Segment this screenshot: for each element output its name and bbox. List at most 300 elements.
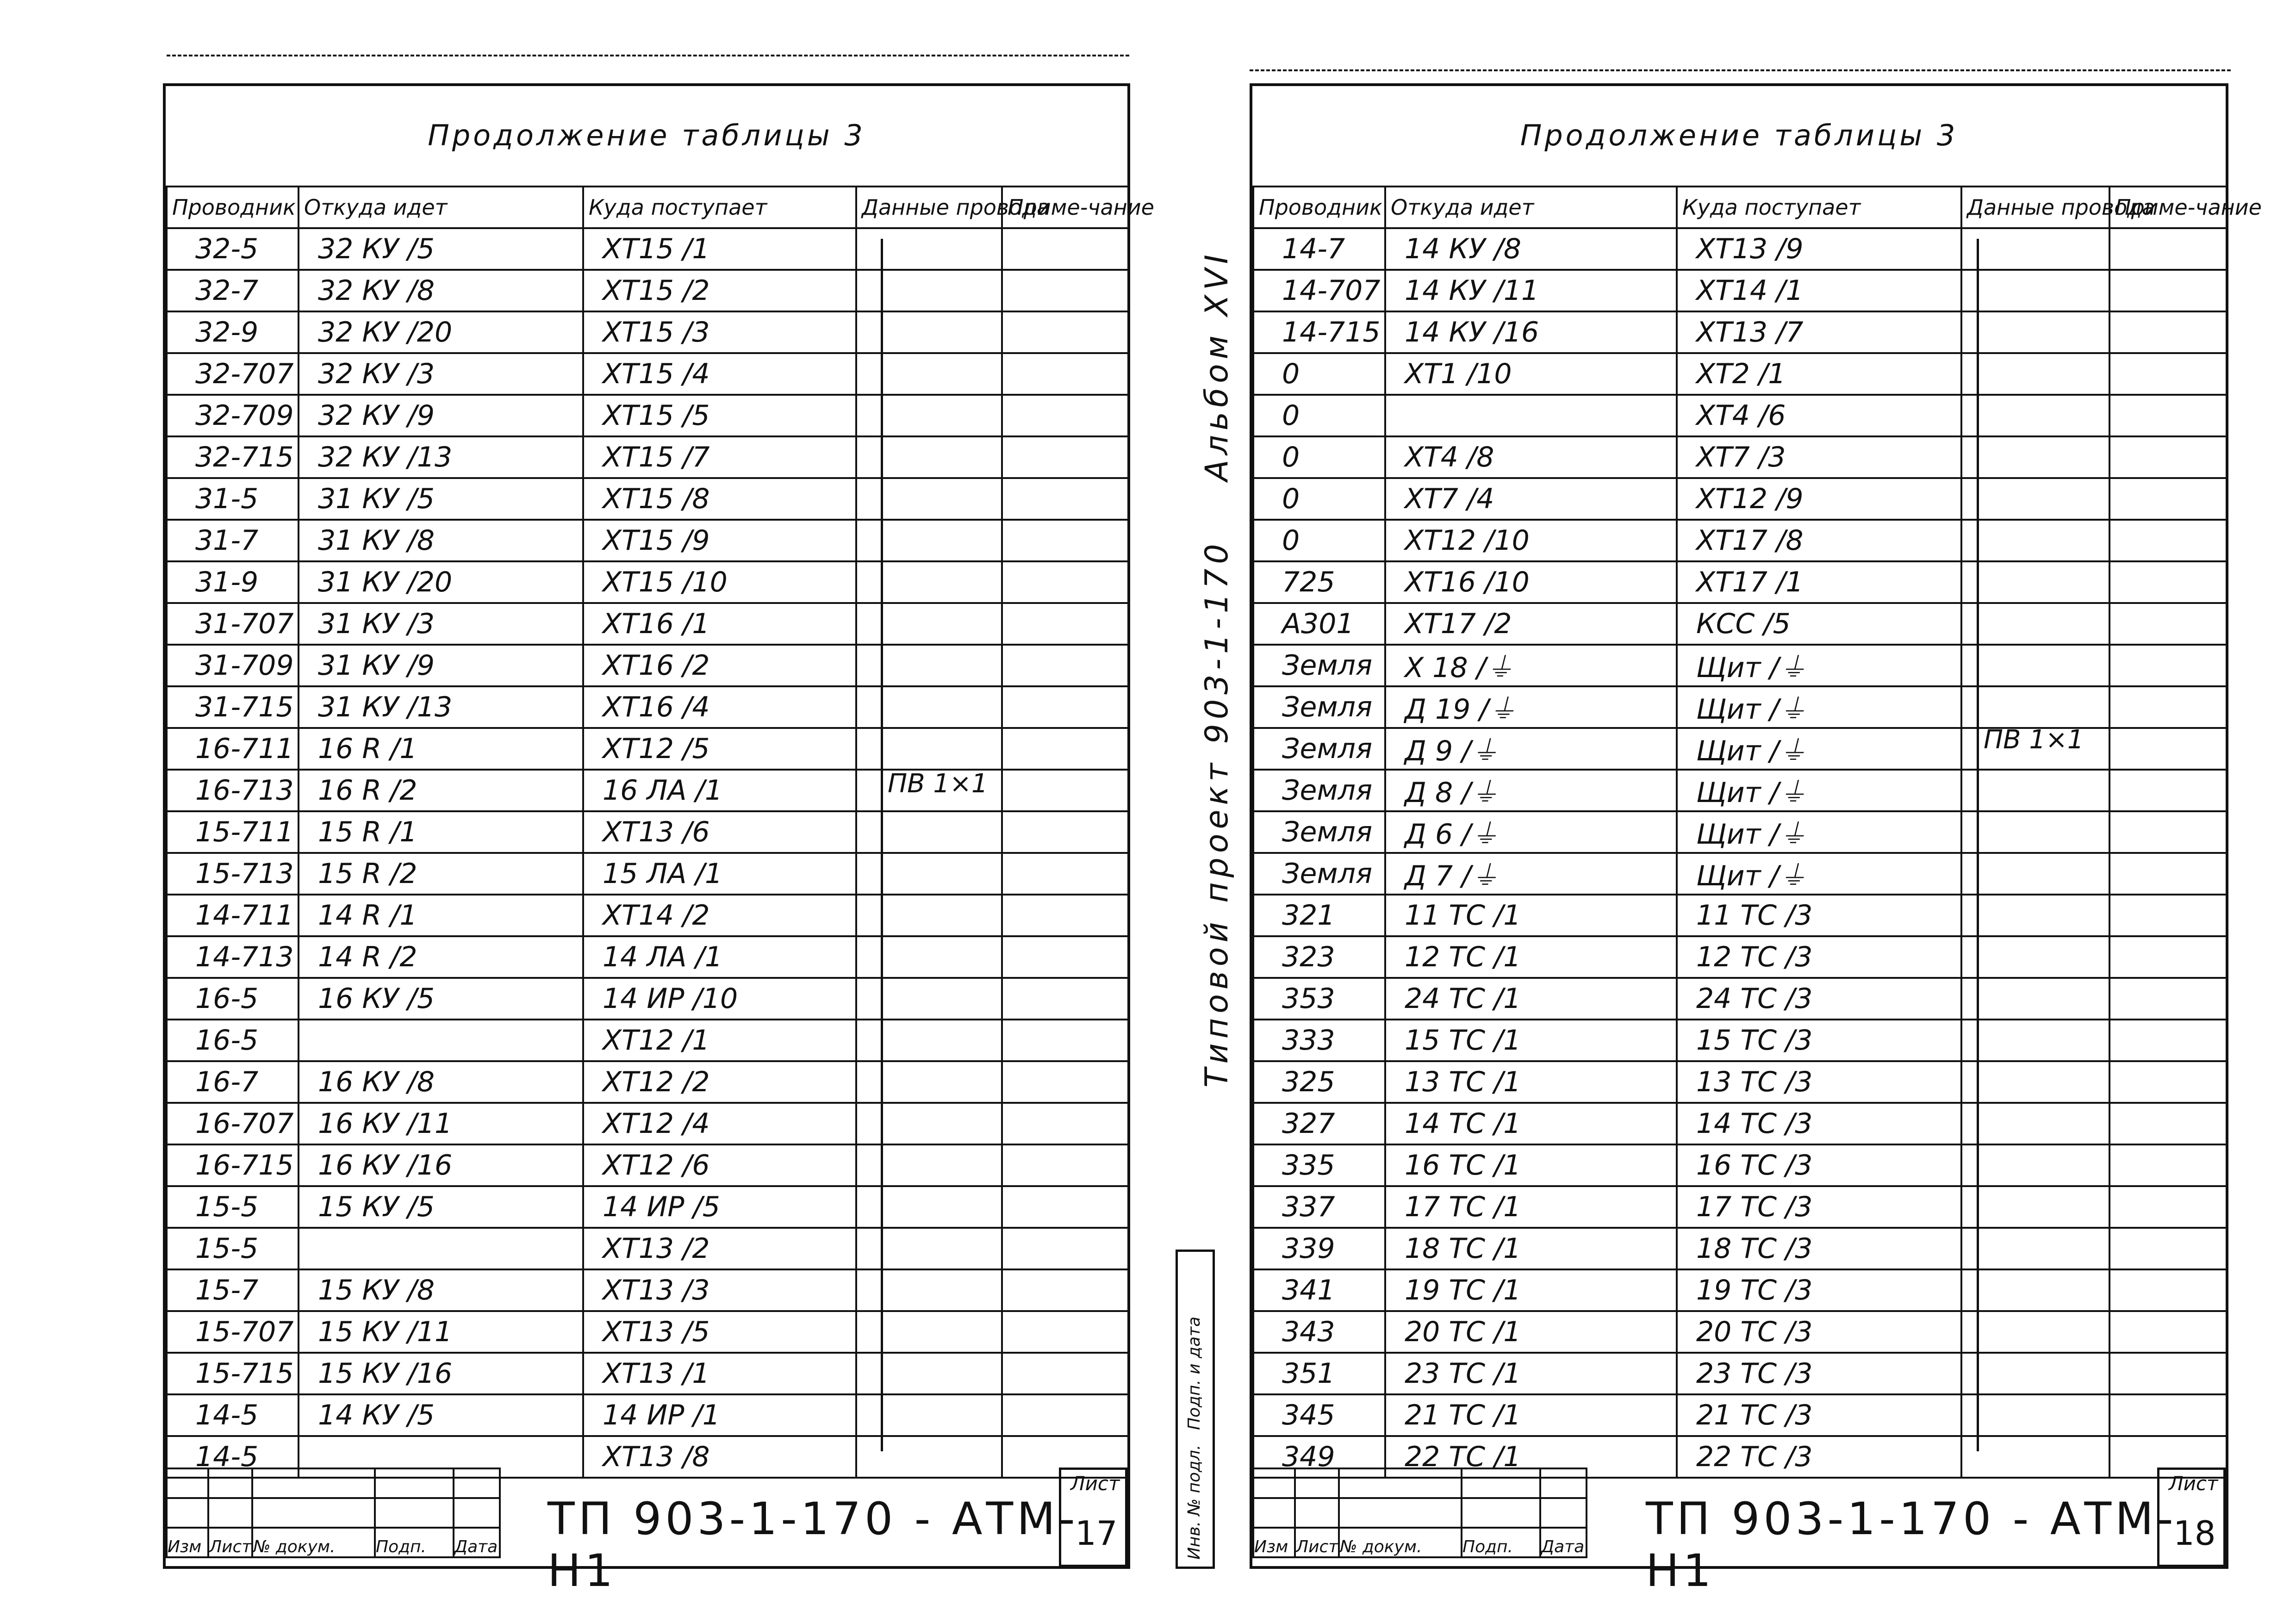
cell-note [2109, 228, 2227, 270]
cell-to: ХТ13 /9 [1677, 228, 1961, 270]
cell-note [2109, 311, 2227, 353]
cell-to: 15 ТС /3 [1677, 1020, 1961, 1061]
label-change: Изм [1253, 1528, 1295, 1557]
cell-note [2109, 436, 2227, 478]
cell-conductor: 16-5 [167, 1020, 299, 1061]
wire-data-label: ПВ 1×1 [1984, 725, 2084, 755]
cell-from: 31 КУ /13 [299, 686, 583, 728]
cell-from: 19 ТС /1 [1385, 1269, 1677, 1311]
header-from: Откуда идет [299, 187, 583, 228]
cell-conductor: 339 [1253, 1228, 1385, 1269]
table-row [167, 853, 1128, 895]
cell-conductor: 325 [1253, 1061, 1385, 1103]
cell-wire-data [1961, 228, 2109, 270]
cell-wire-data [1961, 1353, 2109, 1394]
cell-from: 16 КУ /8 [299, 1061, 583, 1103]
cell-to: ХТ13 /3 [583, 1269, 856, 1311]
cell-to: 14 ИР /5 [583, 1186, 856, 1228]
sheet-left [163, 83, 1154, 1597]
cell-from: ХТ12 /10 [1385, 520, 1677, 561]
revision-block [166, 1468, 501, 1558]
cell-to: 13 ТС /3 [1677, 1061, 1961, 1103]
sheet-number-label: Лист [1070, 1472, 1120, 1495]
cell-conductor: 32-9 [167, 311, 299, 353]
table-row [1253, 1353, 2227, 1394]
cell-wire-data [1961, 1228, 2109, 1269]
cell-note [1002, 436, 1128, 478]
cell-wire-data [856, 395, 1002, 436]
table-row [1253, 311, 2227, 353]
cell-from: 32 КУ /3 [299, 353, 583, 395]
cell-note [1002, 603, 1128, 645]
cell-wire-data [1961, 1103, 2109, 1144]
wire-data-label: ПВ 1×1 [888, 769, 988, 799]
cell-note [1002, 1228, 1128, 1269]
trim-line-right [1250, 69, 2231, 71]
cell-conductor: 31-709 [167, 645, 299, 686]
cell-conductor: 32-715 [167, 436, 299, 478]
document-code: ТП 903-1-170 - АТМ-Н1 [548, 1493, 1079, 1597]
table-row [1253, 1103, 2227, 1144]
table-title: Продолжение таблицы 3 [1520, 118, 1958, 152]
cell-from: 15 R /2 [299, 853, 583, 895]
cell-note [1002, 270, 1128, 311]
cell-conductor: 14-5 [167, 1394, 299, 1436]
cell-wire-data [1961, 645, 2109, 686]
cell-to: ХТ7 /3 [1677, 436, 1961, 478]
cell-note [2109, 353, 2227, 395]
cell-note [1002, 936, 1128, 978]
cell-to: 24 ТС /3 [1677, 978, 1961, 1020]
cell-from: 22 ТС /1 [1385, 1436, 1677, 1478]
table-row [1253, 353, 2227, 395]
cell-conductor: 327 [1253, 1103, 1385, 1144]
cell-note [2109, 1394, 2227, 1436]
cell-wire-data [856, 728, 1002, 770]
cell-conductor: 725 [1253, 561, 1385, 603]
cell-conductor: 14-711 [167, 895, 299, 936]
cell-from: 31 КУ /20 [299, 561, 583, 603]
cell-conductor: 0 [1253, 353, 1385, 395]
cell-conductor: 15-5 [167, 1228, 299, 1269]
cell-conductor: 14-5 [167, 1436, 299, 1478]
cell-note [2109, 1186, 2227, 1228]
cell-from: ХТ1 /10 [1385, 353, 1677, 395]
cell-to: ХТ13 /5 [583, 1311, 856, 1353]
cell-from: 16 R /2 [299, 770, 583, 811]
table-row [1253, 1061, 2227, 1103]
table-row [167, 811, 1128, 853]
cell-to: 11 ТС /3 [1677, 895, 1961, 936]
cell-to: ХТ16 /4 [583, 686, 856, 728]
cell-wire-data [856, 1436, 1002, 1478]
cell-conductor: 0 [1253, 395, 1385, 436]
cell-conductor: Земля [1253, 770, 1385, 811]
cell-note [2109, 978, 2227, 1020]
cell-note [2109, 1103, 2227, 1144]
cell-note [1002, 686, 1128, 728]
cell-from: 14 КУ /8 [1385, 228, 1677, 270]
cell-conductor: 14-715 [1253, 311, 1385, 353]
cell-to: ХТ14 /1 [1677, 270, 1961, 311]
table-title: Продолжение таблицы 3 [428, 118, 865, 152]
cell-conductor: 31-5 [167, 478, 299, 520]
table-row [1253, 395, 2227, 436]
sheet-right [1250, 83, 2262, 1597]
cell-note [2109, 1061, 2227, 1103]
header-to: Куда поступает [583, 187, 856, 228]
cell-to: Щит /⏚ [1677, 645, 1961, 686]
cell-wire-data [856, 1144, 1002, 1186]
cell-from: 16 ТС /1 [1385, 1144, 1677, 1186]
cell-wire-data [1961, 436, 2109, 478]
cell-note [1002, 770, 1128, 811]
cell-from: 31 КУ /3 [299, 603, 583, 645]
cell-conductor: 15-713 [167, 853, 299, 895]
cell-wire-data [856, 270, 1002, 311]
cell-wire-data [856, 645, 1002, 686]
spine-label-inventory: Инв. № подл. [1185, 1444, 1204, 1560]
cell-conductor: 32-707 [167, 353, 299, 395]
cell-wire-data [856, 811, 1002, 853]
cell-from: 16 КУ /11 [299, 1103, 583, 1144]
cell-conductor: А301 [1253, 603, 1385, 645]
cell-from: 14 R /1 [299, 895, 583, 936]
cell-wire-data [856, 478, 1002, 520]
table-header-row [167, 187, 1128, 228]
cell-to: 15 ЛА /1 [583, 853, 856, 895]
cell-to: ХТ12 /9 [1677, 478, 1961, 520]
label-doc-no: № докум. [1339, 1528, 1462, 1557]
table-row [1253, 686, 2227, 728]
cell-wire-data [856, 895, 1002, 936]
cell-to: ХТ15 /3 [583, 311, 856, 353]
header-to: Куда поступает [1677, 187, 1961, 228]
cell-to: 14 ТС /3 [1677, 1103, 1961, 1144]
table-row [167, 603, 1128, 645]
label-sheet: Лист [1295, 1528, 1339, 1557]
cell-from: Д 19 /⏚ [1385, 686, 1677, 728]
project-label: Типовой проект 903-1-170 [1199, 539, 1235, 1088]
cell-to: ХТ15 /10 [583, 561, 856, 603]
cell-wire-data [1961, 353, 2109, 395]
cell-from: 17 ТС /1 [1385, 1186, 1677, 1228]
cell-conductor: 341 [1253, 1269, 1385, 1311]
cell-wire-data [1961, 520, 2109, 561]
cell-wire-data [856, 436, 1002, 478]
cell-to: 19 ТС /3 [1677, 1269, 1961, 1311]
cell-from: 32 КУ /5 [299, 228, 583, 270]
cell-note [1002, 395, 1128, 436]
cell-conductor: 14-713 [167, 936, 299, 978]
table-row [167, 1061, 1128, 1103]
cell-conductor: 15-7 [167, 1269, 299, 1311]
cell-wire-data [1961, 478, 2109, 520]
table-row [167, 1103, 1128, 1144]
cell-wire-data [1961, 1186, 2109, 1228]
cell-wire-data [1961, 811, 2109, 853]
cell-note [2109, 603, 2227, 645]
cell-note [2109, 561, 2227, 603]
cell-from: Д 9 /⏚ [1385, 728, 1677, 770]
cell-from: ХТ4 /8 [1385, 436, 1677, 478]
cell-note [1002, 228, 1128, 270]
cell-to: ХТ15 /4 [583, 353, 856, 395]
cell-wire-data [1961, 270, 2109, 311]
cell-to: ХТ13 /7 [1677, 311, 1961, 353]
cell-to: ХТ14 /2 [583, 895, 856, 936]
cell-conductor: 323 [1253, 936, 1385, 978]
cell-note [2109, 936, 2227, 978]
cell-from: 14 КУ /16 [1385, 311, 1677, 353]
revision-labels-row [1253, 1528, 1587, 1557]
table-row [167, 936, 1128, 978]
cell-from [1385, 395, 1677, 436]
cell-note [2109, 1269, 2227, 1311]
cell-note [1002, 978, 1128, 1020]
table-row [1253, 478, 2227, 520]
cell-conductor: 337 [1253, 1186, 1385, 1228]
table-row [167, 311, 1128, 353]
table-row [167, 270, 1128, 311]
cell-to: ХТ13 /1 [583, 1353, 856, 1394]
cell-conductor: 15-5 [167, 1186, 299, 1228]
table-row [167, 395, 1128, 436]
table-row [167, 353, 1128, 395]
cell-from: 11 ТС /1 [1385, 895, 1677, 936]
cell-from: 21 ТС /1 [1385, 1394, 1677, 1436]
cell-from: 24 ТС /1 [1385, 978, 1677, 1020]
cell-conductor: Земля [1253, 728, 1385, 770]
cell-conductor: 349 [1253, 1436, 1385, 1478]
cell-wire-data [856, 686, 1002, 728]
cell-conductor: 14-7 [1253, 228, 1385, 270]
cell-to: ХТ15 /9 [583, 520, 856, 561]
cell-from: 15 КУ /5 [299, 1186, 583, 1228]
cell-wire-data [856, 1020, 1002, 1061]
cell-from: 32 КУ /8 [299, 270, 583, 311]
label-date: Дата [1540, 1528, 1587, 1557]
header-from: Откуда идет [1385, 187, 1677, 228]
cell-from: 32 КУ /20 [299, 311, 583, 353]
cell-wire-data [856, 1394, 1002, 1436]
cell-wire-data [856, 561, 1002, 603]
table-row [1253, 936, 2227, 978]
cell-wire-data [856, 1269, 1002, 1311]
cell-to: 14 ИР /1 [583, 1394, 856, 1436]
cell-from: 16 КУ /16 [299, 1144, 583, 1186]
cell-to: 14 ИР /10 [583, 978, 856, 1020]
cell-to: 16 ЛА /1 [583, 770, 856, 811]
cell-to: 18 ТС /3 [1677, 1228, 1961, 1269]
cell-note [2109, 895, 2227, 936]
table-row [167, 895, 1128, 936]
cell-from: 15 ТС /1 [1385, 1020, 1677, 1061]
cell-conductor: 333 [1253, 1020, 1385, 1061]
cell-note [2109, 270, 2227, 311]
cell-to: 23 ТС /3 [1677, 1353, 1961, 1394]
cell-conductor: 321 [1253, 895, 1385, 936]
cell-note [1002, 1103, 1128, 1144]
cell-conductor: 16-7 [167, 1061, 299, 1103]
cell-from: 15 КУ /16 [299, 1353, 583, 1394]
cell-from: 16 R /1 [299, 728, 583, 770]
cell-from: 18 ТС /1 [1385, 1228, 1677, 1269]
cell-from: 16 КУ /5 [299, 978, 583, 1020]
cell-note [2109, 811, 2227, 853]
cell-conductor: Земля [1253, 645, 1385, 686]
cell-note [1002, 1353, 1128, 1394]
cell-conductor: 343 [1253, 1311, 1385, 1353]
cell-conductor: 15-715 [167, 1353, 299, 1394]
cell-wire-data [1961, 1020, 2109, 1061]
cell-to: ХТ13 /8 [583, 1436, 856, 1478]
cell-to: ХТ17 /8 [1677, 520, 1961, 561]
cell-to: 17 ТС /3 [1677, 1186, 1961, 1228]
cell-to: ХТ13 /2 [583, 1228, 856, 1269]
cell-from: 20 ТС /1 [1385, 1311, 1677, 1353]
cell-to: ХТ2 /1 [1677, 353, 1961, 395]
cell-to: ХТ12 /5 [583, 728, 856, 770]
cell-to: Щит /⏚ [1677, 728, 1961, 770]
header-wire-data: Данные провода [1961, 187, 2109, 228]
table-row [1253, 1269, 2227, 1311]
table-row [167, 978, 1128, 1020]
cell-from: 15 КУ /11 [299, 1311, 583, 1353]
table-row [1253, 1144, 2227, 1186]
table-row [1253, 770, 2227, 811]
cell-from: ХТ16 /10 [1385, 561, 1677, 603]
cell-wire-data [856, 1353, 1002, 1394]
table-row [1253, 228, 2227, 270]
cell-wire-data [856, 311, 1002, 353]
cell-wire-data [1961, 853, 2109, 895]
table-row [167, 1353, 1128, 1394]
cell-to: 20 ТС /3 [1677, 1311, 1961, 1353]
wire-data-brace [881, 239, 883, 1451]
cell-conductor: 0 [1253, 436, 1385, 478]
cell-to: 21 ТС /3 [1677, 1394, 1961, 1436]
cell-note [2109, 1228, 2227, 1269]
table-row [167, 645, 1128, 686]
cell-from: 31 КУ /9 [299, 645, 583, 686]
cell-wire-data [1961, 1269, 2109, 1311]
cell-conductor: 0 [1253, 478, 1385, 520]
cell-note [2109, 686, 2227, 728]
cell-conductor: 351 [1253, 1353, 1385, 1394]
cell-wire-data [856, 1228, 1002, 1269]
cell-to: Щит /⏚ [1677, 853, 1961, 895]
table-row [1253, 1228, 2227, 1269]
cell-to: Щит /⏚ [1677, 770, 1961, 811]
cell-note [1002, 811, 1128, 853]
header-note: Приме-чание [1002, 187, 1128, 228]
cell-note [1002, 895, 1128, 936]
cell-to: ХТ12 /6 [583, 1144, 856, 1186]
cell-from: 14 КУ /11 [1385, 270, 1677, 311]
label-doc-no: № докум. [252, 1528, 375, 1557]
cell-from: 15 КУ /8 [299, 1269, 583, 1311]
cell-conductor: 31-715 [167, 686, 299, 728]
cell-to: Щит /⏚ [1677, 686, 1961, 728]
table-row [1253, 520, 2227, 561]
label-signature: Подп. [375, 1528, 454, 1557]
cell-note [1002, 1144, 1128, 1186]
cell-to: ХТ15 /8 [583, 478, 856, 520]
table-header-row [1253, 187, 2227, 228]
table-row [167, 478, 1128, 520]
table-row [167, 1228, 1128, 1269]
table-row [167, 1144, 1128, 1186]
wire-data-brace [1977, 239, 1979, 1451]
cell-conductor: 345 [1253, 1394, 1385, 1436]
cell-wire-data [1961, 1394, 2109, 1436]
cell-conductor: 16-715 [167, 1144, 299, 1186]
table-row [1253, 603, 2227, 645]
table-row [167, 436, 1128, 478]
cell-from: Х 18 /⏚ [1385, 645, 1677, 686]
cell-to: 16 ТС /3 [1677, 1144, 1961, 1186]
cell-from: Д 7 /⏚ [1385, 853, 1677, 895]
cell-from: Д 6 /⏚ [1385, 811, 1677, 853]
cell-conductor: 31-9 [167, 561, 299, 603]
cell-note [2109, 1020, 2227, 1061]
table-row [1253, 270, 2227, 311]
cell-to: ХТ15 /7 [583, 436, 856, 478]
cell-to: ХТ15 /1 [583, 228, 856, 270]
cell-from: 23 ТС /1 [1385, 1353, 1677, 1394]
table-row [1253, 1311, 2227, 1353]
table-row [167, 1394, 1128, 1436]
table-row [167, 1311, 1128, 1353]
cell-note [1002, 645, 1128, 686]
cell-conductor: Земля [1253, 811, 1385, 853]
cell-from: 12 ТС /1 [1385, 936, 1677, 978]
cell-from: 14 КУ /5 [299, 1394, 583, 1436]
table-row [1253, 811, 2227, 853]
cell-to: ХТ13 /6 [583, 811, 856, 853]
cell-wire-data [856, 936, 1002, 978]
cell-wire-data [856, 1103, 1002, 1144]
table-row [167, 1020, 1128, 1061]
cell-conductor: Земля [1253, 853, 1385, 895]
cell-wire-data [1961, 895, 2109, 936]
cell-wire-data [856, 978, 1002, 1020]
cell-wire-data [856, 853, 1002, 895]
cell-to: 12 ТС /3 [1677, 936, 1961, 978]
header-conductor: Проводник [167, 187, 299, 228]
cell-to: ХТ12 /4 [583, 1103, 856, 1144]
cell-conductor: Земля [1253, 686, 1385, 728]
cell-from: 14 ТС /1 [1385, 1103, 1677, 1144]
cell-note [2109, 770, 2227, 811]
table-row [167, 1269, 1128, 1311]
cell-note [2109, 1353, 2227, 1394]
cell-wire-data [1961, 1061, 2109, 1103]
cell-note [1002, 1394, 1128, 1436]
cell-wire-data [856, 353, 1002, 395]
cell-from: 14 R /2 [299, 936, 583, 978]
cell-from: 32 КУ /9 [299, 395, 583, 436]
cell-wire-data [1961, 311, 2109, 353]
cell-from: ХТ7 /4 [1385, 478, 1677, 520]
cell-wire-data [1961, 978, 2109, 1020]
cell-conductor: 353 [1253, 978, 1385, 1020]
cell-conductor: 31-707 [167, 603, 299, 645]
table-row [167, 686, 1128, 728]
label-sheet: Лист [208, 1528, 252, 1557]
cell-wire-data [1961, 936, 2109, 978]
